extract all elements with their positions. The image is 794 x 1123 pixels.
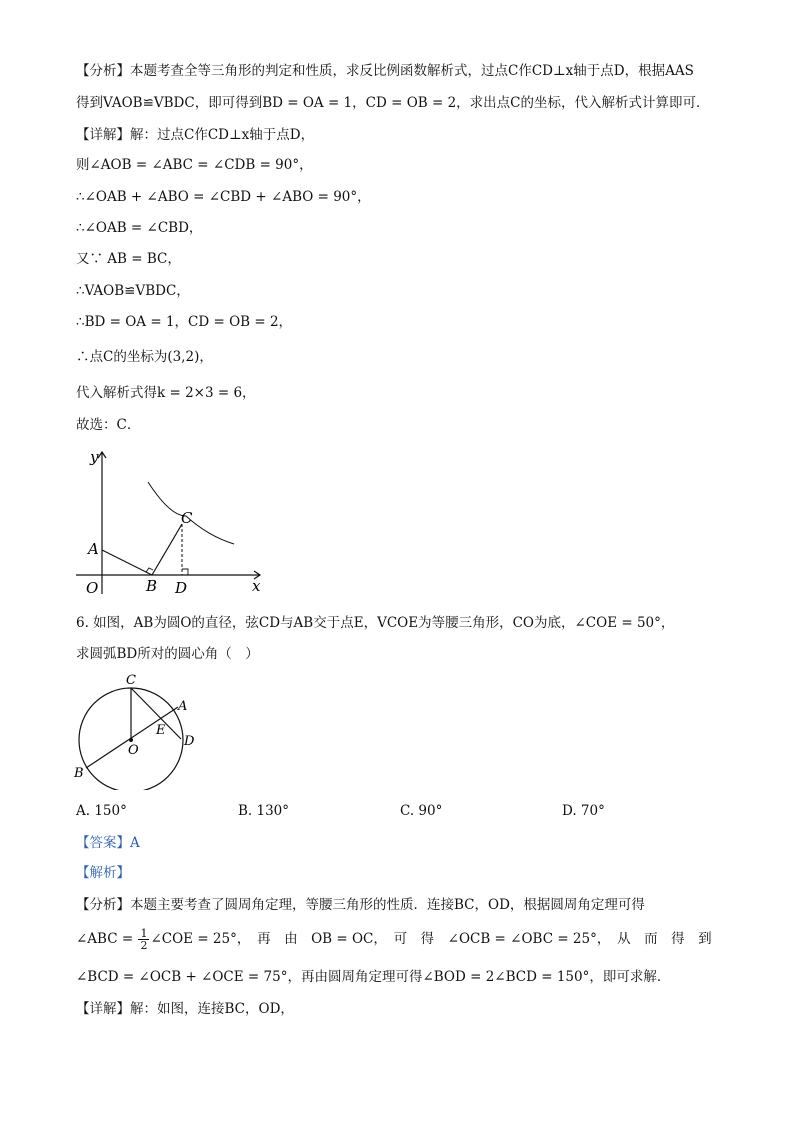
solution-line-1: 【分析】本题主要考查了圆周角定理，等腰三角形的性质．连接BC，OD，根据圆周角定理可得	[76, 897, 645, 913]
fig1-label-a: A	[88, 540, 99, 558]
detail-line-5: 又∵ AB = BC，	[76, 251, 181, 267]
fig1-label-y: y	[90, 448, 99, 466]
solution-line-2-rest: ∠COE = 25°， 再 由 OB = OC， 可 得 ∠OCB = ∠OBC = 25°， 从 而 得 到	[150, 931, 712, 947]
fig1-label-o: O	[86, 579, 99, 597]
fig2-label-d: D	[184, 734, 195, 749]
detail-line-10: 故选：C．	[76, 417, 141, 433]
fig1-label-d: D	[175, 579, 188, 597]
question-6-line-2: 求圆弧BD所对的圆心角（ ）	[76, 646, 259, 662]
fraction-numerator: 1	[140, 927, 148, 940]
circle-figure	[68, 672, 208, 794]
fig2-label-o: O	[128, 743, 139, 758]
solution-line-3: ∠BCD = ∠OCB + ∠OCE = 75°，再由圆周角定理可得∠BOD = 2∠BCD = 150°，即可求解．	[76, 969, 671, 985]
fraction-denominator: 2	[140, 939, 148, 952]
detail-line-1: 【详解】解：过点C作CD⊥x轴于点D，	[76, 127, 315, 143]
choice-a: A. 150°	[76, 803, 127, 819]
analysis-line-1: 【分析】本题考查全等三角形的判定和性质，求反比例函数解析式，过点C作CD⊥x轴于点D，根据AAS	[76, 63, 694, 79]
fig2-label-e: E	[156, 723, 166, 738]
analysis-label: 【解析】	[76, 865, 130, 881]
fraction-one-half	[138, 928, 149, 951]
solution-line-2	[76, 928, 712, 951]
coordinate-figure	[70, 444, 270, 604]
analysis-line-2: 得到VAOB≌VBDC，即可得到BD = OA = 1，CD = OB = 2，求出点C的坐标，代入解析式计算即可．	[76, 95, 710, 111]
detail-line-4: ∴∠OAB = ∠CBD，	[76, 220, 203, 236]
fig2-label-a: A	[178, 699, 188, 714]
detail-line-6: ∴VAOB≌VBDC，	[76, 283, 190, 299]
solution-line-4: 【详解】解：如图，连接BC，OD，	[76, 1001, 294, 1017]
detail-line-9: 代入解析式得k = 2×3 = 6，	[76, 385, 256, 401]
detail-line-8: ∴点C的坐标为(3,2)，	[76, 349, 213, 365]
choice-c: C. 90°	[400, 803, 443, 819]
fig2-label-c: C	[126, 673, 136, 688]
fig1-label-b: B	[146, 577, 158, 595]
question-6-line-1: 6. 如图，AB为圆O的直径，弦CD与AB交于点E，VCOE为等腰三角形，CO为底，∠COE = 50°，	[76, 615, 675, 631]
choice-b: B. 130°	[238, 803, 290, 819]
detail-line-3: ∴∠OAB + ∠ABO = ∠CBD + ∠ABO = 90°，	[76, 189, 371, 205]
answer-label: 【答案】A	[76, 835, 140, 851]
detail-line-7: ∴BD = OA = 1，CD = OB = 2，	[76, 314, 293, 330]
solution-line-2-start: ∠ABC =	[76, 931, 138, 947]
fig1-label-c: C	[181, 509, 193, 527]
fig1-label-x: x	[252, 577, 261, 595]
fig2-label-b: B	[74, 766, 84, 781]
detail-line-2: 则∠AOB = ∠ABC = ∠CDB = 90°，	[76, 157, 313, 173]
choice-d: D. 70°	[562, 803, 605, 819]
